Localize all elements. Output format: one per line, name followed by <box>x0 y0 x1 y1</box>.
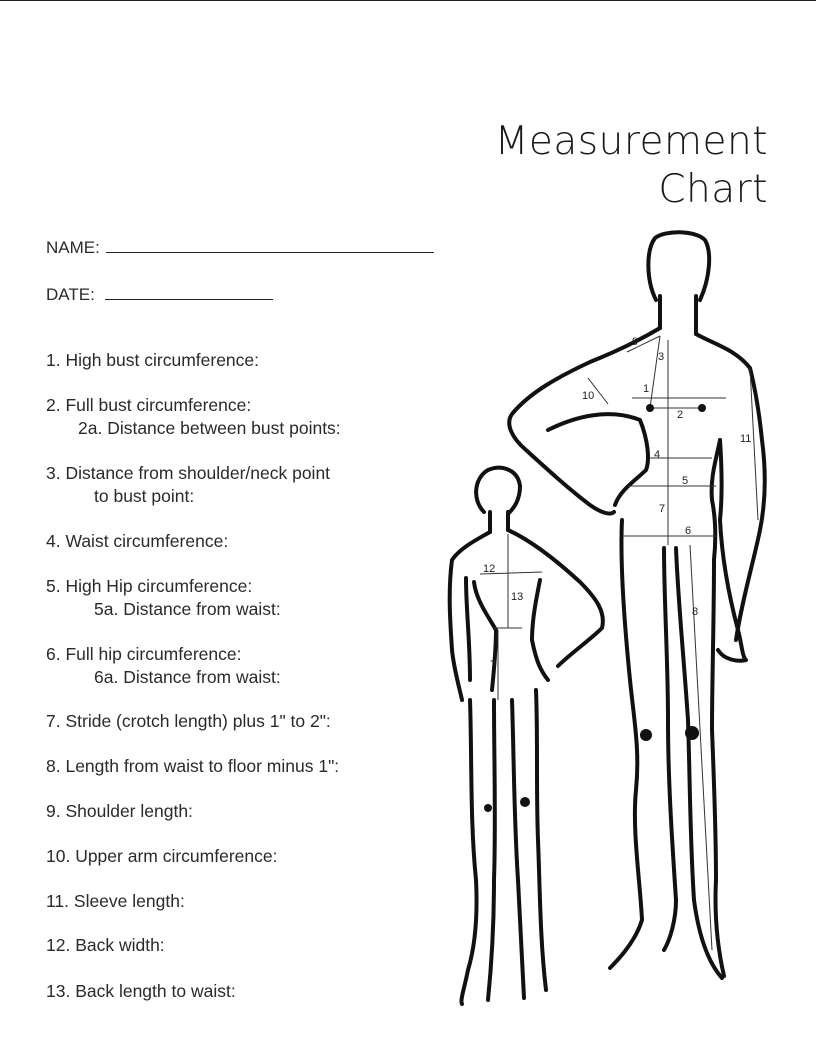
title-line-2: Chart <box>658 167 768 212</box>
child-markers <box>484 797 530 812</box>
measurement-item-3: 3. Distance from shoulder/neck point to bust point: <box>46 463 331 506</box>
figure-label-12: 12 <box>483 563 496 575</box>
bust-point-left <box>646 404 654 412</box>
child-head <box>476 468 520 514</box>
adult-right-arm-inner <box>718 440 746 661</box>
figure-label-3: 3 <box>658 351 665 363</box>
measurement-item-7: 7. Stride (crotch length) plus 1" to 2": <box>46 711 331 731</box>
adult-torso-right <box>712 440 720 560</box>
figure-label-10: 10 <box>582 390 595 402</box>
adult-right-leg-outer <box>712 560 724 976</box>
date-label: DATE: <box>46 285 95 304</box>
child-torso-left <box>474 582 496 690</box>
figure-label-4: 4 <box>654 449 661 461</box>
figure-label-2: 2 <box>677 409 684 421</box>
child-right-leg-inner <box>512 700 524 998</box>
figure-label-5: 5 <box>682 475 689 487</box>
knee-right <box>685 726 699 740</box>
measurement-item-12: 12. Back width: <box>46 935 165 955</box>
figure-label-1: 1 <box>643 383 650 395</box>
knee-left <box>640 729 652 741</box>
figure-label-child-7: 7 <box>490 659 497 671</box>
figure-label-8: 8 <box>692 606 699 618</box>
measurement-item-5: 5. High Hip circumference: 5a. Distance from waist: <box>46 576 281 619</box>
child-torso-right <box>532 580 548 680</box>
measurement-item-2: 2. Full bust circumference: 2a. Distance between bust points: <box>46 395 341 438</box>
adult-left-leg-inner <box>664 548 676 950</box>
measurement-item-4: 4. Waist circumference: <box>46 531 229 551</box>
child-right-leg-outer <box>536 690 546 990</box>
child-neck <box>490 512 508 532</box>
measurement-item-10: 10. Upper arm circumference: <box>46 846 278 866</box>
measurement-item-9: 9. Shoulder length: <box>46 801 193 821</box>
figure-label-6: 6 <box>685 525 692 537</box>
measurement-item-8: 8. Length from waist to floor minus 1": <box>46 756 340 776</box>
child-left-arm-inner <box>466 578 470 680</box>
bust-point-right <box>698 404 706 412</box>
child-knee-left <box>484 804 492 812</box>
title-line-1: Measurement <box>494 119 768 164</box>
figure-label-11: 11 <box>740 433 752 445</box>
adult-left-leg-outer <box>610 520 642 968</box>
figure-label-7: 7 <box>659 503 666 515</box>
child-left-leg <box>461 700 476 1004</box>
measurement-item-1: 1. High bust circumference: <box>46 350 260 370</box>
child-knee-right <box>520 797 530 807</box>
child-left-leg-inner <box>488 700 495 1000</box>
child-back-figure <box>450 468 603 1004</box>
measurement-item-13: 13. Back length to waist: <box>46 981 236 1001</box>
adult-head <box>648 232 709 300</box>
adult-left-waist <box>548 414 648 505</box>
measurement-item-6: 6. Full hip circumference: 6a. Distance from waist: <box>46 644 281 687</box>
figure-label-9: 9 <box>632 336 639 348</box>
figure-label-13: 13 <box>511 591 524 603</box>
name-label: NAME: <box>46 238 100 257</box>
measurement-item-11: 11. Sleeve length: <box>46 891 185 911</box>
